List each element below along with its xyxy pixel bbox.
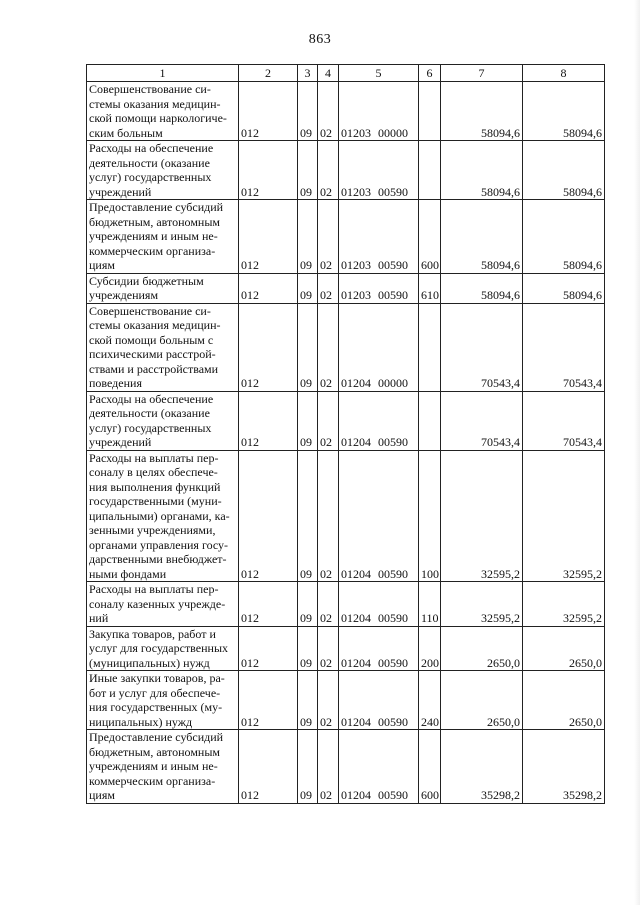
description-line: бюджетным, автономным: [89, 744, 220, 759]
description-line: ния выполнения функций: [89, 479, 221, 494]
ministry-code: 012: [239, 200, 298, 274]
header-row: [87, 65, 605, 82]
description-line: коммерческим организа-: [89, 773, 216, 788]
row-description: [87, 141, 239, 200]
subsection-code: 02: [318, 200, 339, 274]
description-line: ния государственных (му-: [89, 700, 223, 714]
amount-column-8: 35298,2: [523, 730, 605, 804]
target-article-code: 01204 00590: [339, 730, 419, 804]
description-line: учреждениям: [89, 288, 159, 302]
row-description: [87, 200, 239, 274]
description-line: деятельности (оказание: [89, 155, 210, 170]
target-article-code: 01203 00590: [339, 273, 419, 303]
description-line: бот и услуг для обеспече-: [89, 685, 221, 700]
description-line: деятельности (оказание: [89, 406, 210, 420]
description-line: Предоставление субсидий: [89, 200, 224, 214]
table-row: [87, 450, 605, 582]
description-line: услуг) государственных: [89, 420, 212, 435]
description-line: Совершенствование си-: [89, 82, 211, 96]
description-line: соналу казенных учрежде-: [89, 596, 226, 611]
description-line: государственными (муни-: [89, 494, 222, 508]
description-line: ниципальных) нужд: [89, 714, 193, 729]
section-code: 09: [298, 582, 318, 627]
description-line: поведения: [89, 376, 142, 390]
description-line: Иные закупки товаров, ра-: [89, 671, 225, 685]
description-line: ской помощи наркологиче-: [89, 111, 227, 125]
ministry-code: 012: [239, 626, 298, 671]
section-code: 09: [298, 200, 318, 274]
expense-type-code: 600: [419, 730, 441, 804]
amount-column-7: 58094,6: [441, 141, 523, 200]
description-line: учреждений: [89, 184, 152, 199]
description-line: ний: [89, 611, 109, 625]
description-line: стемы оказания медицин-: [89, 96, 221, 111]
row-description: [87, 730, 239, 804]
table-row: [87, 671, 605, 730]
amount-column-7: 70543,4: [441, 391, 523, 450]
ministry-code: 012: [239, 582, 298, 627]
expense-type-code: 200: [419, 626, 441, 671]
description-line: ствами и расстройствами: [89, 361, 219, 376]
expense-type-code: [419, 82, 441, 141]
amount-column-8: 58094,6: [523, 141, 605, 200]
row-description: [87, 273, 239, 303]
ministry-code: 012: [239, 273, 298, 303]
ministry-code: 012: [239, 730, 298, 804]
description-line: учреждениям и иным не-: [89, 229, 218, 243]
amount-column-7: 58094,6: [441, 200, 523, 274]
section-code: 09: [298, 671, 318, 730]
table-header: [87, 65, 605, 82]
column-header-2: 2: [239, 65, 298, 82]
description-line: Расходы на обеспечение: [89, 391, 214, 406]
ministry-code: 012: [239, 671, 298, 730]
table-row: [87, 273, 605, 303]
description-line: учреждениям и иным не-: [89, 759, 218, 773]
amount-column-8: 2650,0: [523, 626, 605, 671]
target-article-code: 01203 00000: [339, 82, 419, 141]
target-article-code: 01203 00590: [339, 200, 419, 274]
amount-column-7: 58094,6: [441, 273, 523, 303]
column-header-8: 8: [523, 65, 605, 82]
table-row: [87, 303, 605, 391]
table-row: [87, 141, 605, 200]
table-row: [87, 82, 605, 141]
amount-column-8: 32595,2: [523, 450, 605, 582]
description-line: услуг) государственных: [89, 170, 212, 184]
expense-type-code: [419, 391, 441, 450]
expense-type-code: [419, 303, 441, 391]
amount-column-8: 70543,4: [523, 303, 605, 391]
amount-column-7: 2650,0: [441, 671, 523, 730]
ministry-code: 012: [239, 391, 298, 450]
target-article-code: 01204 00000: [339, 303, 419, 391]
subsection-code: 02: [318, 730, 339, 804]
section-code: 09: [298, 626, 318, 671]
amount-column-8: 58094,6: [523, 82, 605, 141]
description-line: зенными учреждениями,: [89, 523, 216, 537]
description-line: дарственными внебюджет-: [89, 552, 227, 566]
table-row: [87, 626, 605, 671]
section-code: 09: [298, 730, 318, 804]
table-body: [87, 82, 605, 804]
row-description: [87, 82, 239, 141]
target-article-code: 01204 00590: [339, 391, 419, 450]
row-description: [87, 626, 239, 671]
column-header-6: 6: [419, 65, 441, 82]
subsection-code: 02: [318, 582, 339, 627]
budget-table: [86, 64, 605, 804]
scan-edge-shadow: [634, 0, 640, 905]
section-code: 09: [298, 273, 318, 303]
target-article-code: 01204 00590: [339, 626, 419, 671]
subsection-code: 02: [318, 82, 339, 141]
section-code: 09: [298, 450, 318, 582]
table-row: [87, 200, 605, 274]
ministry-code: 012: [239, 82, 298, 141]
description-line: ским больным: [89, 125, 163, 140]
description-line: Расходы на обеспечение: [89, 141, 214, 155]
description-line: бюджетным, автономным: [89, 214, 220, 229]
description-line: ными фондами: [89, 566, 167, 581]
column-header-4: 4: [318, 65, 339, 82]
description-line: соналу в целях обеспече-: [89, 465, 218, 479]
description-line: Расходы на выплаты пер-: [89, 450, 219, 465]
expense-type-code: 240: [419, 671, 441, 730]
row-description: [87, 450, 239, 582]
amount-column-8: 58094,6: [523, 200, 605, 274]
target-article-code: 01204 00590: [339, 450, 419, 582]
amount-column-8: 2650,0: [523, 671, 605, 730]
section-code: 09: [298, 141, 318, 200]
subsection-code: 02: [318, 303, 339, 391]
amount-column-7: 70543,4: [441, 303, 523, 391]
description-line: Субсидии бюджетным: [89, 273, 204, 288]
description-line: учреждений: [89, 435, 152, 449]
amount-column-8: 32595,2: [523, 582, 605, 627]
description-line: услуг для государственных: [89, 641, 229, 655]
description-line: Совершенствование си-: [89, 303, 211, 318]
row-description: [87, 391, 239, 450]
column-header-5: 5: [339, 65, 419, 82]
description-line: органами управления госу-: [89, 537, 229, 552]
description-line: психическими расстрой-: [89, 347, 216, 361]
section-code: 09: [298, 82, 318, 141]
subsection-code: 02: [318, 626, 339, 671]
row-description: [87, 303, 239, 391]
amount-column-7: 32595,2: [441, 582, 523, 627]
target-article-code: 01204 00590: [339, 671, 419, 730]
row-description: [87, 671, 239, 730]
row-description: [87, 582, 239, 627]
table-row: [87, 391, 605, 450]
subsection-code: 02: [318, 450, 339, 582]
column-header-7: 7: [441, 65, 523, 82]
section-code: 09: [298, 391, 318, 450]
description-line: коммерческим организа-: [89, 243, 216, 258]
description-line: Расходы на выплаты пер-: [89, 582, 219, 596]
page-number: 863: [308, 32, 332, 47]
description-line: (муниципальных) нужд: [89, 655, 210, 670]
target-article-code: 01204 00590: [339, 582, 419, 627]
table-row: [87, 730, 605, 804]
subsection-code: 02: [318, 273, 339, 303]
amount-column-8: 58094,6: [523, 273, 605, 303]
description-line: Предоставление субсидий: [89, 730, 224, 744]
subsection-code: 02: [318, 141, 339, 200]
column-header-3: 3: [298, 65, 318, 82]
description-line: циям: [89, 258, 115, 272]
subsection-code: 02: [318, 391, 339, 450]
table-row: [87, 582, 605, 627]
description-line: стемы оказания медицин-: [89, 318, 221, 332]
column-header-1: 1: [87, 65, 239, 82]
section-code: 09: [298, 303, 318, 391]
amount-column-7: 58094,6: [441, 82, 523, 141]
ministry-code: 012: [239, 303, 298, 391]
ministry-code: 012: [239, 141, 298, 200]
amount-column-7: 2650,0: [441, 626, 523, 671]
amount-column-8: 70543,4: [523, 391, 605, 450]
expense-type-code: 110: [419, 582, 441, 627]
description-line: ципальными) органами, ка-: [89, 508, 230, 523]
description-line: циям: [89, 788, 115, 802]
amount-column-7: 32595,2: [441, 450, 523, 582]
expense-type-code: 100: [419, 450, 441, 582]
amount-column-7: 35298,2: [441, 730, 523, 804]
description-line: ской помощи больным с: [89, 332, 214, 347]
expense-type-code: [419, 141, 441, 200]
target-article-code: 01203 00590: [339, 141, 419, 200]
expense-type-code: 610: [419, 273, 441, 303]
subsection-code: 02: [318, 671, 339, 730]
ministry-code: 012: [239, 450, 298, 582]
expense-type-code: 600: [419, 200, 441, 274]
description-line: Закупка товаров, работ и: [89, 626, 216, 641]
